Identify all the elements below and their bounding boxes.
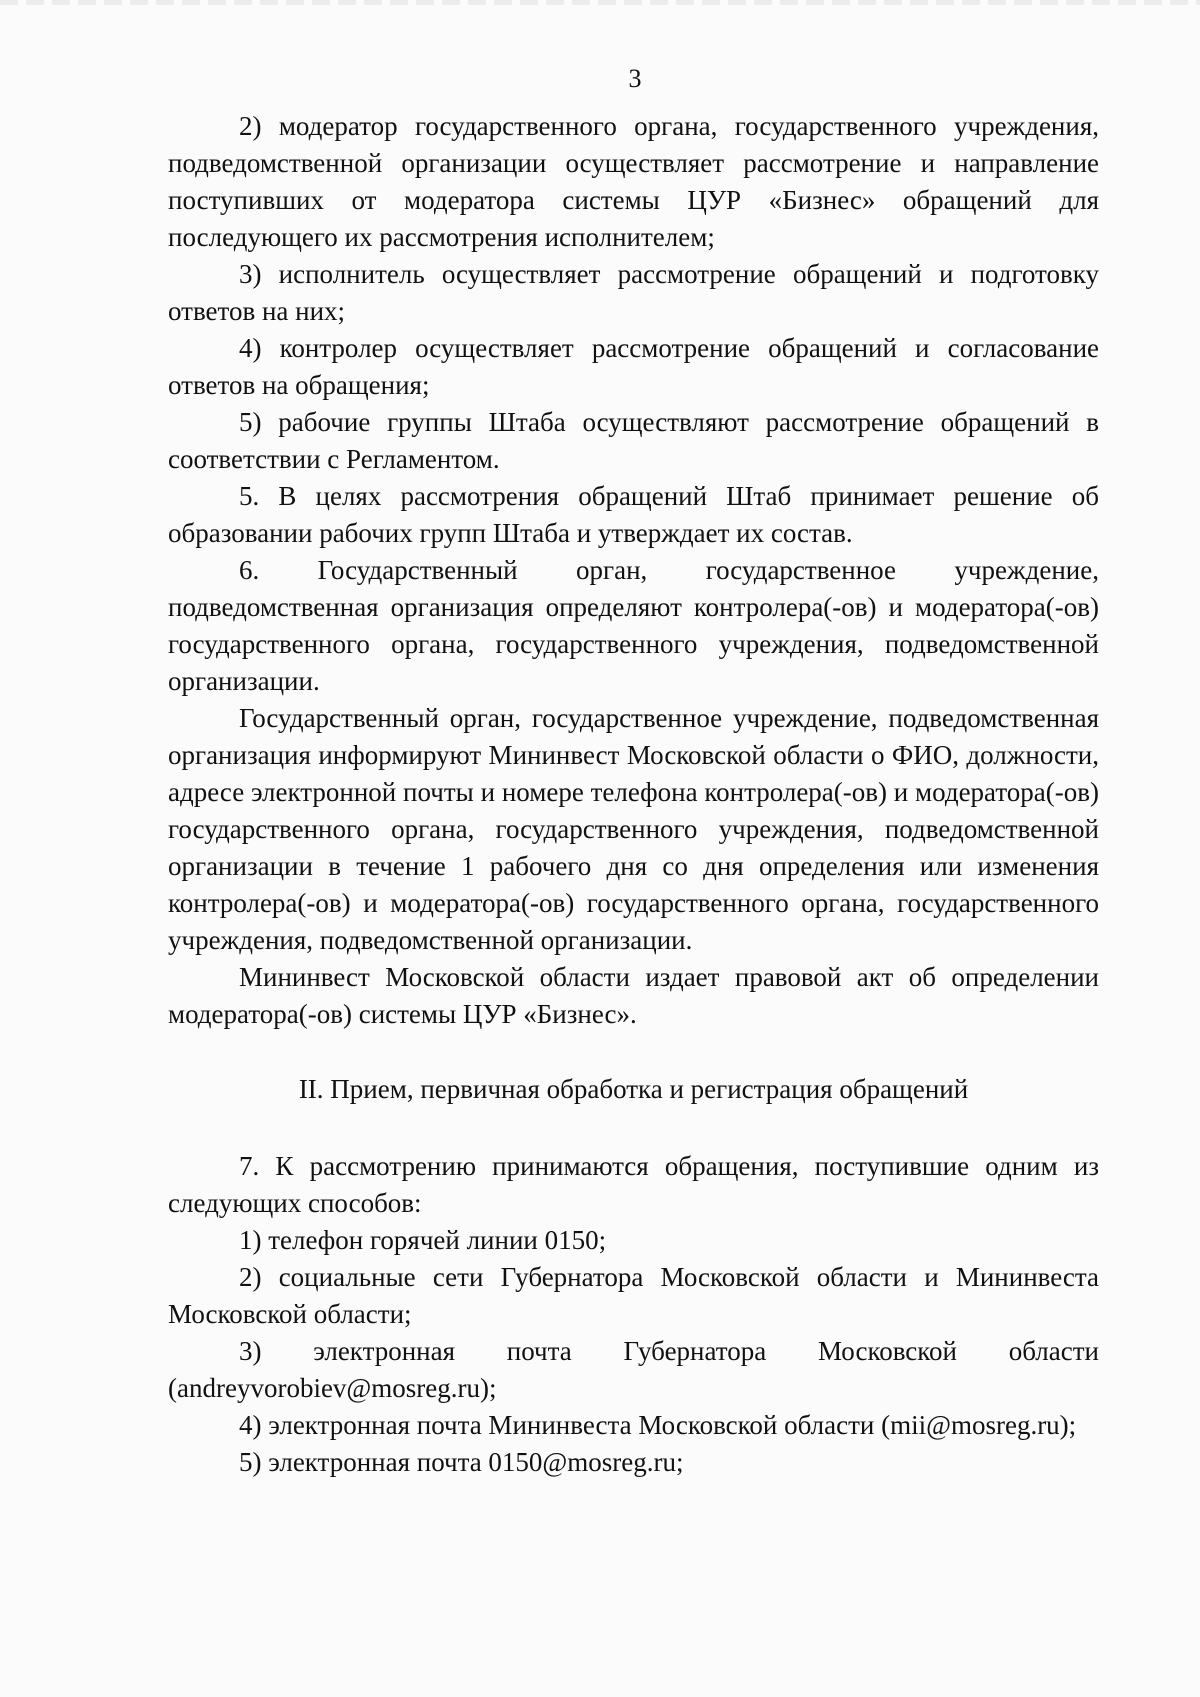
paragraph-legal-act: Мининвест Московской области издает правовой акт об определении модератора(-ов) системы ЦУР «Бизнес». [168, 962, 1099, 1029]
paragraph-item-2-moderator: 2) модератор государственного органа, государственного учреждения, подведомственной организации осуществляет рассмотрение и направление поступивших от модератора системы ЦУР «Бизнес» обращений для последующего их рассмотрения исполнителем; [168, 111, 1099, 252]
paragraph-item-3-executor: 3) исполнитель осуществляет рассмотрение обращений и подготовку ответов на них; [168, 259, 1099, 326]
section-heading: II. Прием, первичная обработка и регистрация обращений [298, 1074, 969, 1104]
method-item-social-networks: 2) социальные сети Губернатора Московской области и Мининвеста Московской области; [168, 1262, 1099, 1329]
paragraph-item-5-working-groups: 5) рабочие группы Штаба осуществляют рассмотрение обращений в соответствии с Регламентом. [168, 407, 1099, 474]
document-body [168, 108, 1099, 1481]
method-item-hotline: 1) телефон горячей линии 0150; [239, 1225, 607, 1255]
method-item-governor-email: 3) электронная почта Губернатора Московской области (andreyvorobiev@mosreg.ru); [168, 1336, 1099, 1403]
paragraph-6-controllers-moderators: 6. Государственный орган, государственное учреждение, подведомственная организация определяют контролера(-ов) и модератора(-ов) государственного органа, государственного учреждения, подведомственной организации. [168, 555, 1099, 696]
paragraph-5-headquarters-decision: 5. В целях рассмотрения обращений Штаб принимает решение об образовании рабочих групп Штаба и утверждает их состав. [168, 481, 1099, 548]
page-number: 3 [628, 64, 642, 93]
paragraph-7-accepted-methods: 7. К рассмотрению принимаются обращения, поступившие одним из следующих способов: [168, 1151, 1099, 1218]
paragraph-information-duty: Государственный орган, государственное учреждение, подведомственная организация информируют Мининвест Московской области о ФИО, должности, адресе электронной почты и номере телефона контролера(-ов) и модератора(-ов) государственного органа, государственного учреждения, подведомственной организации в течение 1 рабочего дня со дня определения или изменения контролера(-ов) и модератора(-ов) государственного органа, государственного учреждения, подведомственной организации. [168, 703, 1099, 955]
paragraph-item-4-controller: 4) контролер осуществляет рассмотрение обращений и согласование ответов на обращения; [168, 333, 1099, 400]
scan-edge [0, 0, 1200, 5]
method-item-mininvest-email: 4) электронная почта Мининвеста Московской области (mii@mosreg.ru); [239, 1410, 1077, 1440]
method-item-0150-email: 5) электронная почта 0150@mosreg.ru; [239, 1447, 684, 1477]
